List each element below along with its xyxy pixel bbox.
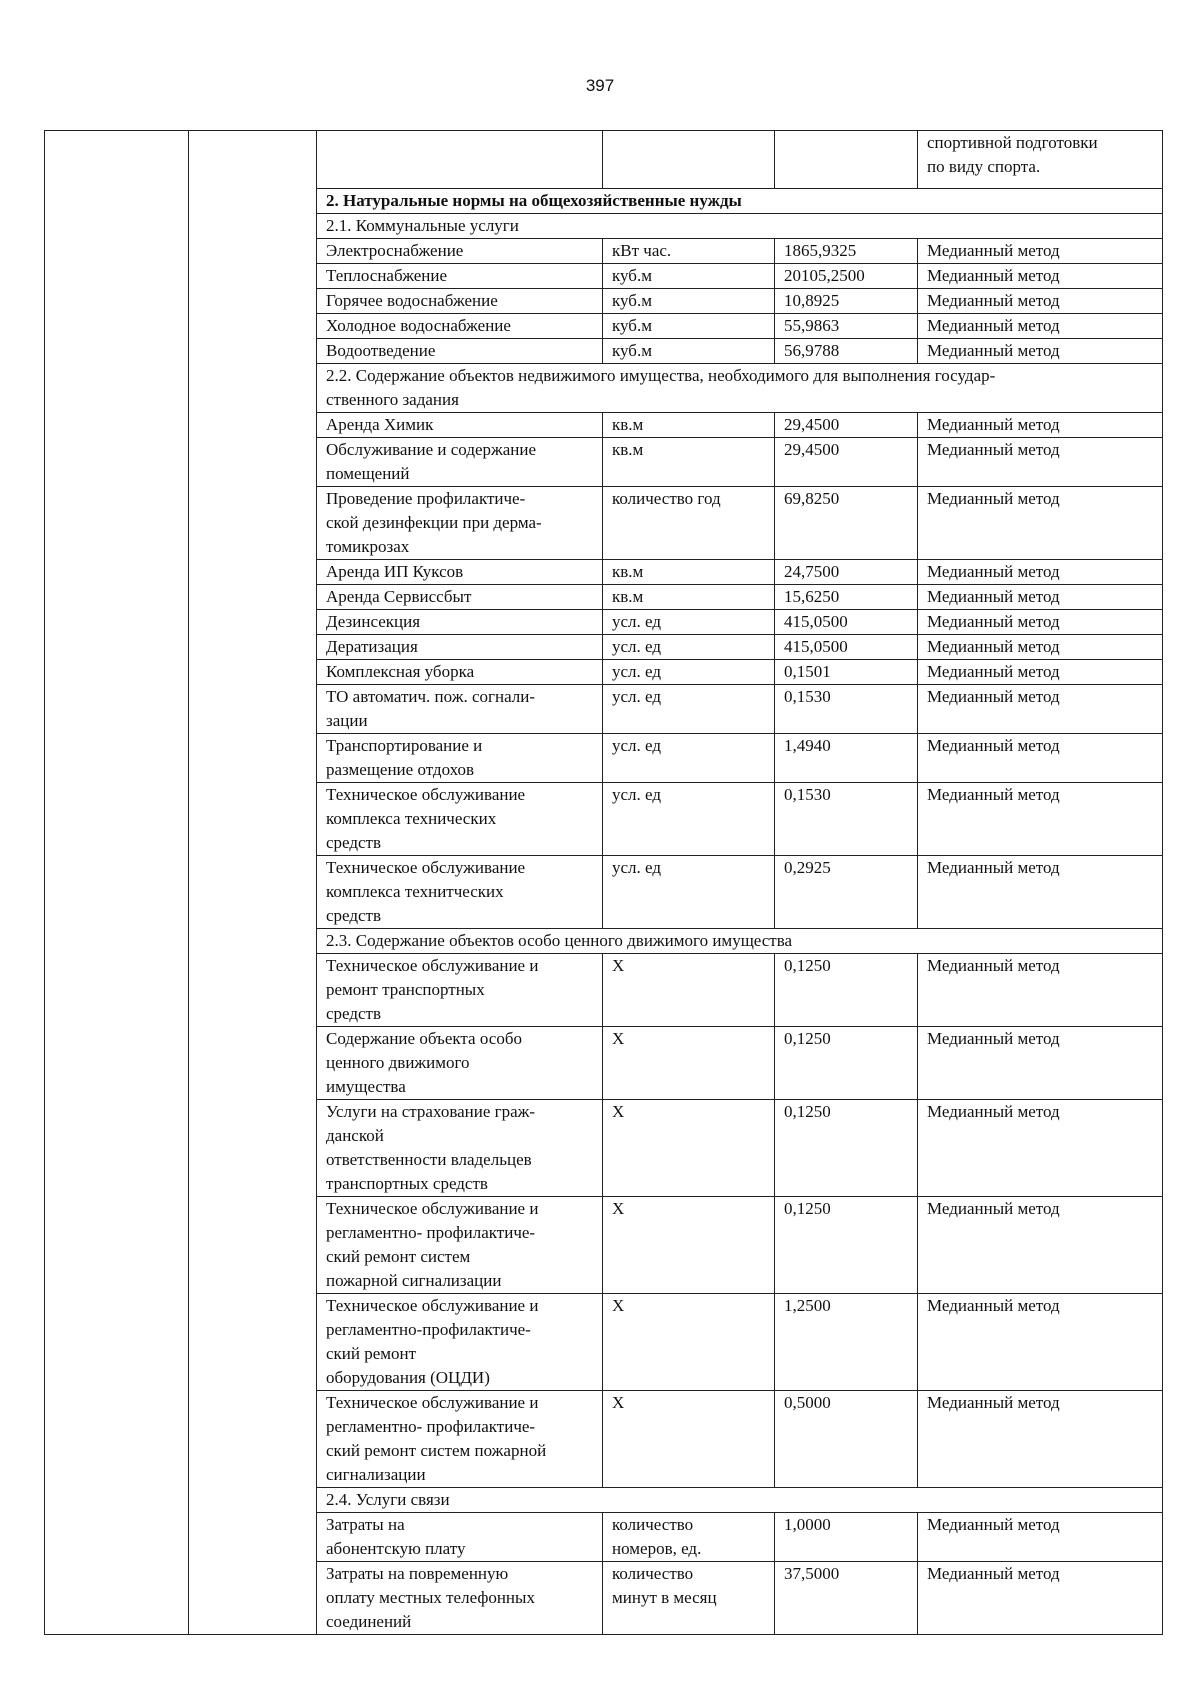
row-method: Медианный метод xyxy=(918,1562,1163,1635)
row-name: Водоотведение xyxy=(317,339,603,364)
row-value: 15,6250 xyxy=(775,585,918,610)
row-name: Теплоснабжение xyxy=(317,264,603,289)
row-name: Транспортирование и размещение отдохов xyxy=(317,734,603,783)
row-method: Медианный метод xyxy=(918,339,1163,364)
row-value: 1865,9325 xyxy=(775,239,918,264)
row-name: Техническое обслуживание и регламентно- профилактиче- ский ремонт систем пожарной сигнализации xyxy=(317,1197,603,1294)
row-unit: кв.м xyxy=(603,560,775,585)
row-method: Медианный метод xyxy=(918,1391,1163,1488)
row-unit: кв.м xyxy=(603,438,775,487)
row-unit: количество минут в месяц xyxy=(603,1562,775,1635)
row-unit: количество номеров, ед. xyxy=(603,1513,775,1562)
section-2-22-title: 2.2. Содержание объектов недвижимого имущества, необходимого для выполнения государ- ственного задания xyxy=(317,364,1163,413)
row-unit: Х xyxy=(603,1027,775,1100)
row-method: Медианный метод xyxy=(918,783,1163,856)
row-unit: куб.м xyxy=(603,314,775,339)
row-method: Медианный метод xyxy=(918,660,1163,685)
section-2-21-title: 2.1. Коммунальные услуги xyxy=(317,214,1163,239)
row-value: 29,4500 xyxy=(775,413,918,438)
row-name: Аренда Сервиссбыт xyxy=(317,585,603,610)
row-value: 24,7500 xyxy=(775,560,918,585)
row-value: 10,8925 xyxy=(775,289,918,314)
row-name: Услуги на страхование граж- данской ответственности владельцев транспортных средств xyxy=(317,1100,603,1197)
row-value: 1,0000 xyxy=(775,1513,918,1562)
row-name: Затраты на повременную оплату местных телефонных соединений xyxy=(317,1562,603,1635)
row-method: Медианный метод xyxy=(918,1027,1163,1100)
section-2-24-title: 2.4. Услуги связи xyxy=(317,1488,1163,1513)
row-value: 1,4940 xyxy=(775,734,918,783)
row-value: 0,1501 xyxy=(775,660,918,685)
row-value: 415,0500 xyxy=(775,610,918,635)
row-unit: Х xyxy=(603,1391,775,1488)
row-unit: куб.м xyxy=(603,264,775,289)
row-value: 1,2500 xyxy=(775,1294,918,1391)
row-unit: усл. ед xyxy=(603,660,775,685)
row-unit: усл. ед xyxy=(603,635,775,660)
top-method-cell: спортивной подготовки по виду спорта. xyxy=(918,131,1163,189)
row-value: 29,4500 xyxy=(775,438,918,487)
row-method: Медианный метод xyxy=(918,487,1163,560)
row-unit: усл. ед xyxy=(603,783,775,856)
row-name: Холодное водоснабжение xyxy=(317,314,603,339)
row-method: Медианный метод xyxy=(918,314,1163,339)
row-method: Медианный метод xyxy=(918,264,1163,289)
row-unit: Х xyxy=(603,954,775,1027)
row-value: 0,1530 xyxy=(775,685,918,734)
norms-table-body xyxy=(45,131,1163,1635)
table-row xyxy=(45,131,1163,189)
page-number: 397 xyxy=(585,76,615,95)
row-unit: кВт час. xyxy=(603,239,775,264)
row-method: Медианный метод xyxy=(918,734,1163,783)
row-unit: Х xyxy=(603,1197,775,1294)
row-name: Дезинсекция xyxy=(317,610,603,635)
row-method: Медианный метод xyxy=(918,685,1163,734)
row-method: Медианный метод xyxy=(918,1197,1163,1294)
row-value: 55,9863 xyxy=(775,314,918,339)
row-value: 56,9788 xyxy=(775,339,918,364)
row-value: 0,1530 xyxy=(775,783,918,856)
row-unit: кв.м xyxy=(603,585,775,610)
row-method: Медианный метод xyxy=(918,1294,1163,1391)
row-unit: усл. ед xyxy=(603,856,775,929)
row-unit: Х xyxy=(603,1294,775,1391)
row-unit: усл. ед xyxy=(603,734,775,783)
row-name: Аренда ИП Куксов xyxy=(317,560,603,585)
row-method: Медианный метод xyxy=(918,560,1163,585)
left-empty-column-1 xyxy=(45,131,189,1635)
row-method: Медианный метод xyxy=(918,856,1163,929)
row-value: 0,1250 xyxy=(775,1197,918,1294)
row-name: Затраты на абонентскую плату xyxy=(317,1513,603,1562)
row-value: 0,1250 xyxy=(775,1100,918,1197)
section-2-title: 2. Натуральные нормы на общехозяйственные нужды xyxy=(317,189,1163,214)
top-value-cell xyxy=(775,131,918,189)
row-name: Горячее водоснабжение xyxy=(317,289,603,314)
row-value: 20105,2500 xyxy=(775,264,918,289)
norms-table xyxy=(44,130,1163,1635)
left-empty-column-2 xyxy=(189,131,317,1635)
row-method: Медианный метод xyxy=(918,1513,1163,1562)
row-name: Содержание объекта особо ценного движимого имущества xyxy=(317,1027,603,1100)
row-name: Техническое обслуживание и регламентно-профилактиче- ский ремонт оборудования (ОЦДИ) xyxy=(317,1294,603,1391)
row-name: ТО автоматич. пож. согнали- зации xyxy=(317,685,603,734)
row-value: 415,0500 xyxy=(775,635,918,660)
row-method: Медианный метод xyxy=(918,635,1163,660)
row-method: Медианный метод xyxy=(918,239,1163,264)
row-value: 0,1250 xyxy=(775,954,918,1027)
row-name: Техническое обслуживание и ремонт транспортных средств xyxy=(317,954,603,1027)
row-unit: куб.м xyxy=(603,339,775,364)
row-unit: усл. ед xyxy=(603,610,775,635)
row-method: Медианный метод xyxy=(918,610,1163,635)
row-unit: усл. ед xyxy=(603,685,775,734)
row-value: 0,5000 xyxy=(775,1391,918,1488)
row-name: Техническое обслуживание комплекса технитческих средств xyxy=(317,856,603,929)
row-name: Дератизация xyxy=(317,635,603,660)
top-name-cell xyxy=(317,131,603,189)
row-value: 0,2925 xyxy=(775,856,918,929)
row-method: Медианный метод xyxy=(918,289,1163,314)
row-method: Медианный метод xyxy=(918,438,1163,487)
row-value: 0,1250 xyxy=(775,1027,918,1100)
row-name: Обслуживание и содержание помещений xyxy=(317,438,603,487)
row-value: 69,8250 xyxy=(775,487,918,560)
row-method: Медианный метод xyxy=(918,954,1163,1027)
row-unit: Х xyxy=(603,1100,775,1197)
row-unit: куб.м xyxy=(603,289,775,314)
top-unit-cell xyxy=(603,131,775,189)
row-name: Аренда Химик xyxy=(317,413,603,438)
row-name: Электроснабжение xyxy=(317,239,603,264)
section-2-23-title: 2.3. Содержание объектов особо ценного движимого имущества xyxy=(317,929,1163,954)
row-method: Медианный метод xyxy=(918,413,1163,438)
row-method: Медианный метод xyxy=(918,585,1163,610)
row-name: Техническое обслуживание и регламентно- профилактиче- ский ремонт систем пожарной сигнализации xyxy=(317,1391,603,1488)
row-name: Техническое обслуживание комплекса технических средств xyxy=(317,783,603,856)
row-name: Проведение профилактиче- ской дезинфекции при дерма- томикрозах xyxy=(317,487,603,560)
row-name: Комплексная уборка xyxy=(317,660,603,685)
row-unit: кв.м xyxy=(603,413,775,438)
row-value: 37,5000 xyxy=(775,1562,918,1635)
row-unit: количество год xyxy=(603,487,775,560)
row-method: Медианный метод xyxy=(918,1100,1163,1197)
